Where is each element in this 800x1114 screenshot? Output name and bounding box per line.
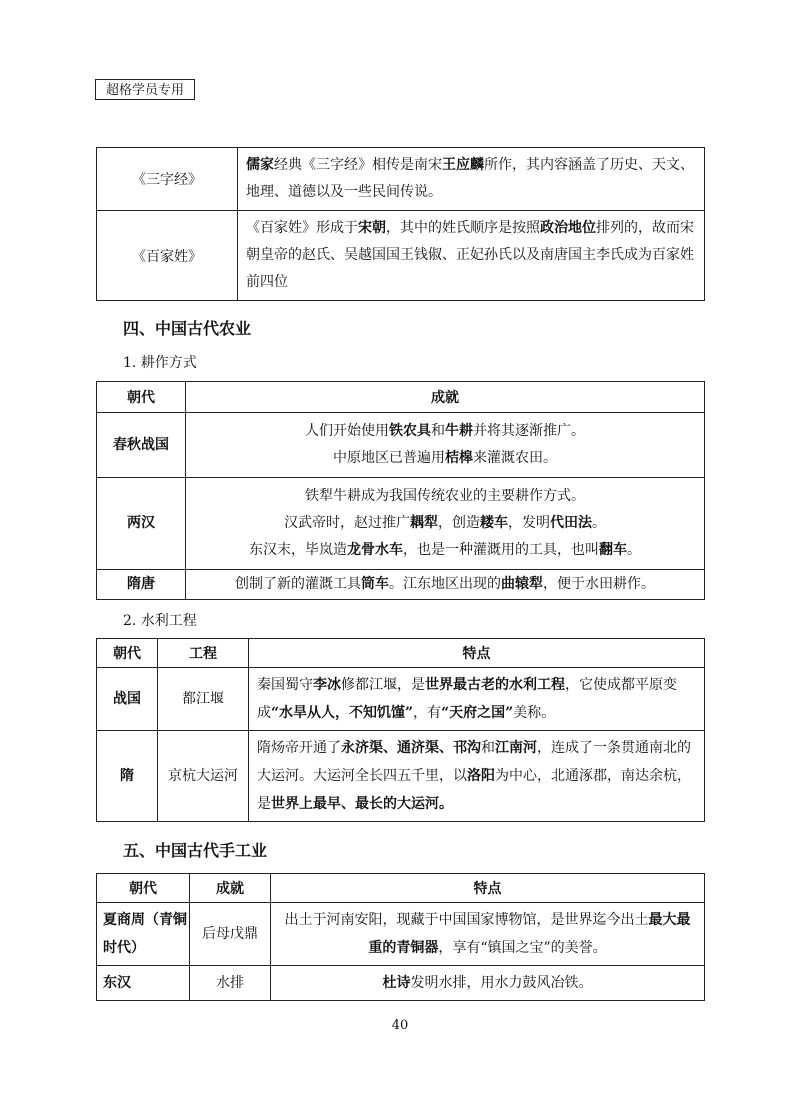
emphasis-text: 洛阳 <box>467 768 495 784</box>
emphasis-text: 江南河 <box>495 740 537 756</box>
era-cell: 战国 <box>97 668 158 731</box>
body-text: 。 <box>592 515 606 531</box>
section-title-agriculture: 四、中国古代农业 <box>123 319 252 338</box>
achievement-line <box>192 510 698 537</box>
table-header-row <box>97 874 705 903</box>
body-text: 排列的，故而宋朝皇帝的赵氏、吴越国国王钱俶、正妃孙氏以及南唐国主李氏成为百家姓前四位 <box>246 220 694 290</box>
classic-desc <box>238 211 705 301</box>
table-row <box>97 903 705 966</box>
table-row <box>97 478 705 570</box>
body-text: 人们开始使用 <box>305 423 389 439</box>
classic-name: 《百家姓》 <box>97 211 238 301</box>
emphasis-text: 铁农具 <box>389 423 431 439</box>
column-header: 朝代 <box>97 382 186 413</box>
column-header: 成就 <box>186 382 705 413</box>
column-header: 特点 <box>249 639 705 668</box>
achievement-cell <box>186 478 705 570</box>
emphasis-text: 王应麟 <box>442 157 484 173</box>
era-cell: 夏商周（青铜时代） <box>97 903 190 966</box>
column-header: 朝代 <box>97 874 190 903</box>
classics-table <box>96 147 705 301</box>
craft-table <box>96 873 705 1001</box>
emphasis-text: 耦犁 <box>410 515 438 531</box>
body-text: 汉武帝时，赵过推广 <box>284 515 410 531</box>
body-text: 出土于河南安阳，现藏于中国国家博物馆，是世界迄今出土 <box>284 912 649 928</box>
emphasis-text: 龙骨水车 <box>347 542 403 558</box>
table-row <box>97 731 705 822</box>
era-cell: 隋 <box>97 731 158 822</box>
body-text: 《百家姓》形成于 <box>246 220 358 236</box>
emphasis-text: 宋朝 <box>358 220 386 236</box>
body-text: 中原地区已普遍用 <box>333 450 445 466</box>
emphasis-text: 桔槔 <box>445 450 473 466</box>
body-text: 美称。 <box>513 705 556 721</box>
emphasis-text: 曲辕犁 <box>501 576 543 592</box>
table-row <box>97 211 705 301</box>
emphasis-text: “天府之国” <box>441 705 514 721</box>
body-text: ，便于水田耕作。 <box>543 576 655 592</box>
body-text: 并将其逐渐推广。 <box>473 423 585 439</box>
body-text: 和 <box>481 740 495 756</box>
project-cell: 京杭大运河 <box>158 731 249 822</box>
body-text: 。 <box>627 542 641 558</box>
subsection-title-water: 2. 水利工程 <box>123 613 197 629</box>
classic-name: 《三字经》 <box>97 148 238 211</box>
column-header: 工程 <box>158 639 249 668</box>
body-text: 为中心，北通涿郡，南达余杭，是 <box>257 768 691 812</box>
body-text: 隋炀帝开通了 <box>257 740 341 756</box>
era-cell: 两汉 <box>97 478 186 570</box>
emphasis-text: 耧车 <box>480 515 508 531</box>
body-text: ，连成了一条贯通南北的大运河。大运河全长四五千里，以 <box>257 740 691 784</box>
body-text: ，有 <box>413 705 442 721</box>
feature-cell <box>249 668 705 731</box>
achievement-cell <box>186 413 705 478</box>
table-row <box>97 413 705 478</box>
body-text: 发明水排，用水力鼓风冶铁。 <box>410 975 593 991</box>
emphasis-text: 翻车 <box>599 542 627 558</box>
emphasis-text: 儒家 <box>246 157 274 173</box>
project-cell: 都江堰 <box>158 668 249 731</box>
feature-cell <box>271 903 705 966</box>
body-text: 来灌溉农田。 <box>473 450 557 466</box>
column-header: 特点 <box>271 874 705 903</box>
page-number: 40 <box>391 1018 409 1033</box>
column-header: 成就 <box>190 874 271 903</box>
body-text: 所作，其内容涵盖了历史、天文、地理、道德以及一些民间传说。 <box>246 157 694 200</box>
table-header-row <box>97 639 705 668</box>
emphasis-text: 代田法 <box>550 515 592 531</box>
subsection-title-farming: 1. 耕作方式 <box>123 355 197 371</box>
emphasis-text: 李冰 <box>313 677 341 693</box>
body-text: 铁犁牛耕成为我国传统农业的主要耕作方式。 <box>305 488 585 504</box>
body-text: ，创造 <box>438 515 480 531</box>
emphasis-text: 世界上最早、最长的大运河。 <box>271 796 453 812</box>
table-row <box>97 966 705 1001</box>
body-text: 和 <box>431 423 445 439</box>
table-row <box>97 570 705 600</box>
body-text: 。江东地区出现的 <box>389 576 501 592</box>
farming-table <box>96 381 705 600</box>
body-text: 经典《三字经》相传是南宋 <box>274 157 442 173</box>
achievement-cell: 水排 <box>190 966 271 1001</box>
achievement-cell <box>186 570 705 600</box>
feature-cell <box>249 731 705 822</box>
body-text: ，发明 <box>508 515 550 531</box>
emphasis-text: 杜诗 <box>382 975 411 991</box>
body-text: 东汉末，毕岚造 <box>249 542 347 558</box>
achievement-line <box>192 537 698 564</box>
body-text: ，其中的姓氏顺序是按照 <box>386 220 540 236</box>
era-cell: 春秋战国 <box>97 413 186 478</box>
column-header: 朝代 <box>97 639 158 668</box>
table-header-row <box>97 382 705 413</box>
achievement-line <box>192 445 698 472</box>
era-cell: 隋唐 <box>97 570 186 600</box>
body-text: ，也是一种灌溉用的工具，也叫 <box>403 542 599 558</box>
emphasis-text: 世界最古老的水利工程 <box>425 677 565 693</box>
achievement-line <box>192 418 698 445</box>
table-row <box>97 148 705 211</box>
body-text: ，它使成都平原变成 <box>257 677 677 721</box>
achievement-line <box>192 483 698 510</box>
header-badge: 超格学员专用 <box>95 79 195 100</box>
era-cell: 东汉 <box>97 966 190 1001</box>
classic-desc <box>238 148 705 211</box>
water-table <box>96 638 705 822</box>
body-text: ，享有“镇国之宝”的美誉。 <box>438 940 607 956</box>
achievement-line <box>192 571 698 598</box>
achievement-cell: 后母戊鼎 <box>190 903 271 966</box>
section-title-handicraft: 五、中国古代手工业 <box>123 841 268 860</box>
emphasis-text: 永济渠、通济渠、邗沟 <box>341 740 481 756</box>
emphasis-text: “水旱从人，不知饥馑” <box>271 705 414 721</box>
body-text: 秦国蜀守 <box>257 677 313 693</box>
emphasis-text: 政治地位 <box>540 220 596 236</box>
table-row <box>97 668 705 731</box>
feature-cell <box>271 966 705 1001</box>
body-text: 修都江堰，是 <box>341 677 425 693</box>
emphasis-text: 筒车 <box>361 576 389 592</box>
body-text: 创制了新的灌溉工具 <box>235 576 361 592</box>
emphasis-text: 最大最重的青铜器 <box>368 912 691 956</box>
emphasis-text: 牛耕 <box>445 423 473 439</box>
